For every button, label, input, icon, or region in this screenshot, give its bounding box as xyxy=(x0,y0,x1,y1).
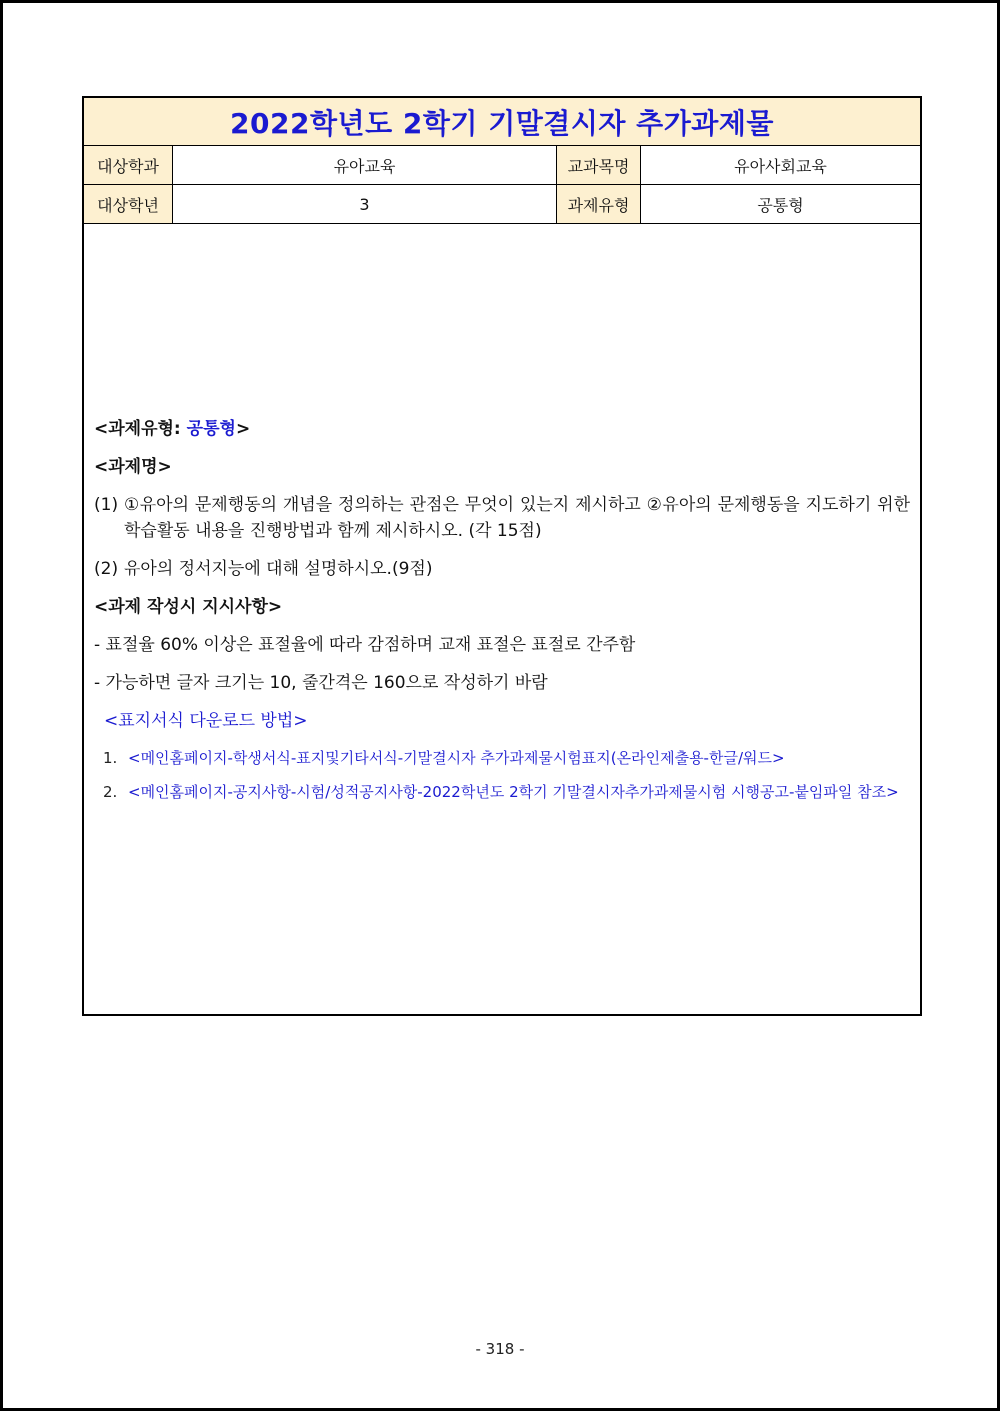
download-step-1-number: 1. xyxy=(103,749,118,767)
assignment-type-label: 과제유형 xyxy=(557,185,641,223)
assignment-content xyxy=(94,416,910,813)
download-step-2-text: <메인홈페이지-공지사항-시험/성적공지사항-2022학년도 2학기 기말결시자추가과제물시험 시행공고-붙임파일 참조> xyxy=(128,783,899,801)
department-value: 유아교육 xyxy=(173,146,557,184)
page-number: - 318 - xyxy=(475,1340,525,1358)
question-1 xyxy=(94,492,910,544)
question-1-text: ①유아의 문제행동의 개념을 정의하는 관점은 무엇이 있는지 제시하고 ②유아의 문제행동을 지도하기 위한 학습활동 내용을 진행방법과 함께 제시하시오. (각 15점) xyxy=(124,495,910,541)
question-2-number: (2) xyxy=(94,559,119,579)
assignment-type-value: 공통형 xyxy=(757,195,804,215)
question-1-number: (1) xyxy=(94,495,119,515)
info-row-grade xyxy=(84,185,920,224)
grade-value: 3 xyxy=(173,185,557,223)
question-2-text: 유아의 정서지능에 대해 설명하시오.(9점) xyxy=(124,559,433,579)
grade-label: 대상학년 xyxy=(84,185,173,223)
download-step-1-text: <메인홈페이지-학생서식-표지및기타서식-기말결시자 추가과제물시험표지(온라인제출용-한글/워드> xyxy=(128,749,785,767)
download-step-2 xyxy=(94,779,910,805)
download-heading: <표지서식 다운로드 방법> xyxy=(104,711,308,731)
instruction-1: - 표절율 60% 이상은 표절율에 따라 감점하며 교재 표절은 표절로 간주함 xyxy=(94,635,636,655)
assignment-type-line xyxy=(94,416,910,442)
assignment-name-heading: <과제명> xyxy=(94,457,172,477)
course-label: 교과목명 xyxy=(557,146,641,184)
type-close: > xyxy=(235,419,251,439)
department-label: 대상학과 xyxy=(84,146,173,184)
instructions-heading: <과제 작성시 지시사항> xyxy=(94,597,283,617)
download-step-1 xyxy=(94,745,910,771)
type-value: 공통형 xyxy=(186,419,236,439)
download-step-2-number: 2. xyxy=(103,783,118,801)
assignment-form xyxy=(82,96,922,1016)
question-2 xyxy=(94,556,910,582)
course-value: 유아사회교육 xyxy=(734,156,827,176)
instruction-2: - 가능하면 글자 크기는 10, 줄간격은 160으로 작성하기 바람 xyxy=(94,673,548,693)
info-row-department xyxy=(84,146,920,185)
type-label: <과제유형: xyxy=(94,419,187,439)
form-title: 2022학년도 2학기 기말결시자 추가과제물 xyxy=(84,98,920,146)
